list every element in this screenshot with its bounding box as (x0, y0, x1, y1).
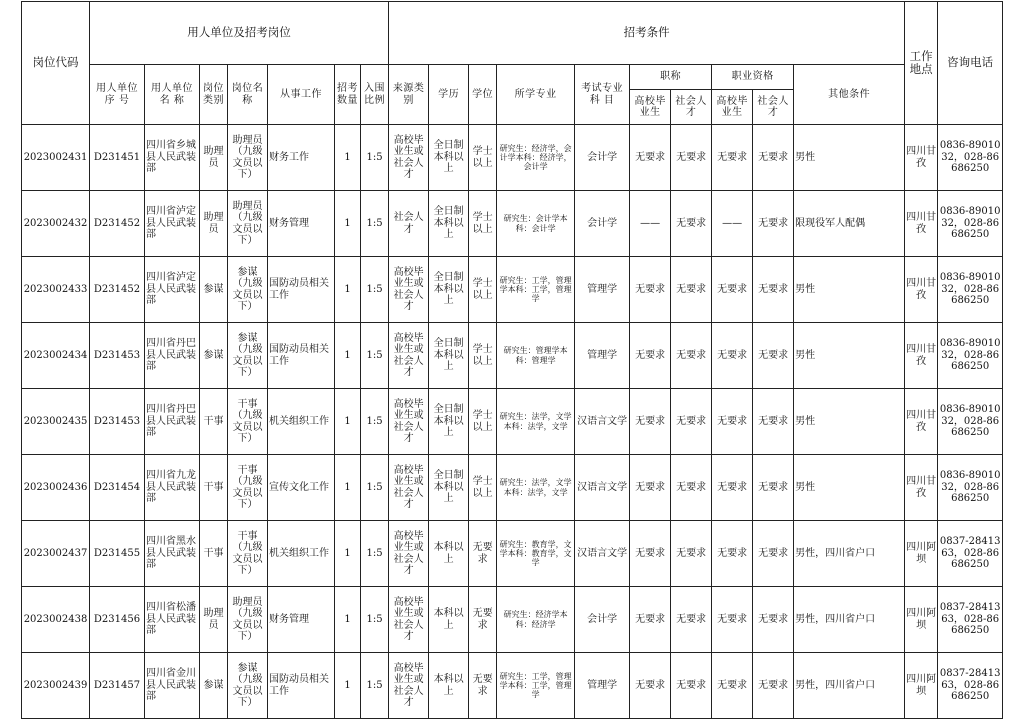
header-source: 来源类别 (389, 65, 429, 125)
unit-seq-cell: D231452 (90, 191, 145, 257)
work-cell: 宣传文化工作 (268, 455, 335, 521)
header-title-social: 社会人才 (671, 90, 712, 125)
header-qual-social: 社会人才 (753, 90, 794, 125)
count-cell: 1 (335, 653, 361, 719)
post-name-cell: 干事（九级文员以下） (228, 521, 268, 587)
post-type-cell: 助理员 (200, 587, 228, 653)
ratio-cell: 1:5 (361, 521, 389, 587)
header-other: 其他条件 (794, 65, 905, 125)
post-type-cell: 参谋 (200, 257, 228, 323)
source-cell: 高校毕业生或社会人才 (389, 389, 429, 455)
major-cell: 研究生：工学，管理学本科：工学，管理学 (497, 653, 575, 719)
work-place-cell: 四川阿坝 (905, 587, 938, 653)
work-cell: 国防动员相关工作 (268, 257, 335, 323)
source-cell: 社会人才 (389, 191, 429, 257)
source-cell: 高校毕业生或社会人才 (389, 587, 429, 653)
unit-seq-cell: D231455 (90, 521, 145, 587)
qual-grad-cell: 无要求 (712, 257, 753, 323)
count-cell: 1 (335, 257, 361, 323)
qual-social-cell: 无要求 (753, 521, 794, 587)
work-cell: 国防动员相关工作 (268, 653, 335, 719)
work-cell: 机关组织工作 (268, 521, 335, 587)
edu-cell: 全日制本科以上 (429, 455, 469, 521)
exam-cell: 管理学 (575, 323, 630, 389)
edu-cell: 本科以上 (429, 587, 469, 653)
post-name-cell: 干事（九级文员以下） (228, 455, 268, 521)
header-exam: 考试专业科 目 (575, 65, 630, 125)
table-row (22, 323, 1003, 389)
other-cell: 男性，四川省户口 (794, 653, 905, 719)
source-cell: 高校毕业生或社会人才 (389, 125, 429, 191)
unit-seq-cell: D231457 (90, 653, 145, 719)
work-cell: 国防动员相关工作 (268, 323, 335, 389)
title-social-cell: 无要求 (671, 191, 712, 257)
post-type-cell: 参谋 (200, 653, 228, 719)
header-qual-grad: 高校毕业生 (712, 90, 753, 125)
title-grad-cell: 无要求 (630, 653, 671, 719)
other-cell: 男性 (794, 389, 905, 455)
post-type-cell: 参谋 (200, 323, 228, 389)
major-cell: 研究生：经济学本科：经济学 (497, 587, 575, 653)
qual-social-cell: 无要求 (753, 323, 794, 389)
edu-cell: 本科以上 (429, 521, 469, 587)
post-name-cell: 助理员（九级文员以下） (228, 587, 268, 653)
work-place-cell: 四川阿坝 (905, 521, 938, 587)
title-grad-cell: 无要求 (630, 455, 671, 521)
header-count: 招考数量 (335, 65, 361, 125)
table-row (22, 455, 1003, 521)
major-cell: 研究生：经济学，会计学本科：经济学，会计学 (497, 125, 575, 191)
header-degree: 学位 (469, 65, 497, 125)
phone-cell: 0836-8901032，028-86686250 (938, 191, 1003, 257)
table-row (22, 125, 1003, 191)
exam-cell: 汉语言文学 (575, 455, 630, 521)
qual-grad-cell: 无要求 (712, 455, 753, 521)
post-type-cell: 干事 (200, 521, 228, 587)
work-cell: 财务管理 (268, 587, 335, 653)
degree-cell: 学士以上 (469, 257, 497, 323)
title-social-cell: 无要求 (671, 653, 712, 719)
qual-social-cell: 无要求 (753, 257, 794, 323)
other-cell: 男性 (794, 125, 905, 191)
post-type-cell: 干事 (200, 389, 228, 455)
recruitment-table (21, 1, 1003, 719)
header-ratio: 入围比例 (361, 65, 389, 125)
post-code-cell: 2023002436 (22, 455, 90, 521)
exam-cell: 会计学 (575, 125, 630, 191)
header-qual: 职业资格 (712, 65, 794, 90)
exam-cell: 汉语言文学 (575, 389, 630, 455)
qual-social-cell: 无要求 (753, 389, 794, 455)
phone-cell: 0836-8901032，028-86686250 (938, 323, 1003, 389)
degree-cell: 学士以上 (469, 323, 497, 389)
source-cell: 高校毕业生或社会人才 (389, 653, 429, 719)
qual-grad-cell: 无要求 (712, 587, 753, 653)
work-place-cell: 四川甘孜 (905, 455, 938, 521)
degree-cell: 学士以上 (469, 125, 497, 191)
post-code-cell: 2023002434 (22, 323, 90, 389)
title-social-cell: 无要求 (671, 521, 712, 587)
edu-cell: 全日制本科以上 (429, 323, 469, 389)
post-name-cell: 助理员（九级文员以下） (228, 191, 268, 257)
major-cell: 研究生：工学，管理学本科：工学，管理学 (497, 257, 575, 323)
title-grad-cell: 无要求 (630, 587, 671, 653)
source-cell: 高校毕业生或社会人才 (389, 455, 429, 521)
other-cell: 男性，四川省户口 (794, 587, 905, 653)
source-cell: 高校毕业生或社会人才 (389, 521, 429, 587)
degree-cell: 学士以上 (469, 191, 497, 257)
ratio-cell: 1:5 (361, 257, 389, 323)
ratio-cell: 1:5 (361, 653, 389, 719)
count-cell: 1 (335, 587, 361, 653)
qual-social-cell: 无要求 (753, 455, 794, 521)
other-cell: 男性 (794, 257, 905, 323)
ratio-cell: 1:5 (361, 587, 389, 653)
unit-name-cell: 四川省丹巴县人民武装部 (145, 323, 200, 389)
degree-cell: 无要求 (469, 587, 497, 653)
unit-name-cell: 四川省丹巴县人民武装部 (145, 389, 200, 455)
source-cell: 高校毕业生或社会人才 (389, 323, 429, 389)
table-row (22, 653, 1003, 719)
other-cell: 男性 (794, 455, 905, 521)
ratio-cell: 1:5 (361, 323, 389, 389)
exam-cell: 汉语言文学 (575, 521, 630, 587)
table-row (22, 521, 1003, 587)
title-grad-cell: —— (630, 191, 671, 257)
count-cell: 1 (335, 191, 361, 257)
qual-grad-cell: 无要求 (712, 521, 753, 587)
header-work: 从事工作 (268, 65, 335, 125)
edu-cell: 全日制本科以上 (429, 125, 469, 191)
table-row (22, 257, 1003, 323)
edu-cell: 全日制本科以上 (429, 257, 469, 323)
count-cell: 1 (335, 521, 361, 587)
major-cell: 研究生：管理学本科：管理学 (497, 323, 575, 389)
post-type-cell: 助理员 (200, 125, 228, 191)
qual-social-cell: 无要求 (753, 125, 794, 191)
post-name-cell: 参谋（九级文员以下） (228, 257, 268, 323)
work-cell: 财务管理 (268, 191, 335, 257)
post-name-cell: 助理员（九级文员以下） (228, 125, 268, 191)
count-cell: 1 (335, 389, 361, 455)
phone-cell: 0836-8901032，028-86686250 (938, 125, 1003, 191)
exam-cell: 管理学 (575, 257, 630, 323)
qual-grad-cell: 无要求 (712, 323, 753, 389)
unit-name-cell: 四川省泸定县人民武装部 (145, 191, 200, 257)
unit-name-cell: 四川省松潘县人民武装部 (145, 587, 200, 653)
title-social-cell: 无要求 (671, 389, 712, 455)
phone-cell: 0837-2841363，028-86686250 (938, 653, 1003, 719)
unit-name-cell: 四川省泸定县人民武装部 (145, 257, 200, 323)
exam-cell: 会计学 (575, 191, 630, 257)
work-place-cell: 四川甘孜 (905, 323, 938, 389)
table-row (22, 587, 1003, 653)
exam-cell: 管理学 (575, 653, 630, 719)
post-type-cell: 助理员 (200, 191, 228, 257)
header-unit-group: 用人单位及招考岗位 (90, 2, 389, 65)
title-grad-cell: 无要求 (630, 125, 671, 191)
phone-cell: 0837-2841363，028-86686250 (938, 521, 1003, 587)
phone-cell: 0836-8901032，028-86686250 (938, 389, 1003, 455)
header-unit-seq: 用人单位序 号 (90, 65, 145, 125)
post-code-cell: 2023002433 (22, 257, 90, 323)
work-place-cell: 四川甘孜 (905, 191, 938, 257)
post-name-cell: 参谋（九级文员以下） (228, 653, 268, 719)
title-social-cell: 无要求 (671, 257, 712, 323)
work-place-cell: 四川阿坝 (905, 653, 938, 719)
edu-cell: 全日制本科以上 (429, 191, 469, 257)
header-post-code: 岗位代码 (22, 2, 90, 125)
qual-social-cell: 无要求 (753, 587, 794, 653)
major-cell: 研究生：会计学本科：会计学 (497, 191, 575, 257)
edu-cell: 全日制本科以上 (429, 389, 469, 455)
unit-seq-cell: D231453 (90, 323, 145, 389)
table-row (22, 389, 1003, 455)
post-code-cell: 2023002432 (22, 191, 90, 257)
unit-name-cell: 四川省九龙县人民武装部 (145, 455, 200, 521)
work-cell: 财务工作 (268, 125, 335, 191)
degree-cell: 无要求 (469, 653, 497, 719)
phone-cell: 0837-2841363，028-86686250 (938, 587, 1003, 653)
work-place-cell: 四川甘孜 (905, 257, 938, 323)
title-grad-cell: 无要求 (630, 389, 671, 455)
count-cell: 1 (335, 125, 361, 191)
major-cell: 研究生：法学，文学本科：法学，文学 (497, 455, 575, 521)
title-social-cell: 无要求 (671, 587, 712, 653)
header-title-grad: 高校毕业生 (630, 90, 671, 125)
qual-grad-cell: 无要求 (712, 389, 753, 455)
post-name-cell: 干事（九级文员以下） (228, 389, 268, 455)
header-post-type: 岗位类别 (200, 65, 228, 125)
title-grad-cell: 无要求 (630, 257, 671, 323)
work-place-cell: 四川甘孜 (905, 125, 938, 191)
unit-name-cell: 四川省金川县人民武装部 (145, 653, 200, 719)
ratio-cell: 1:5 (361, 389, 389, 455)
post-code-cell: 2023002437 (22, 521, 90, 587)
qual-social-cell: 无要求 (753, 653, 794, 719)
degree-cell: 学士以上 (469, 455, 497, 521)
qual-social-cell: 无要求 (753, 191, 794, 257)
post-name-cell: 参谋（九级文员以下） (228, 323, 268, 389)
count-cell: 1 (335, 455, 361, 521)
post-type-cell: 干事 (200, 455, 228, 521)
phone-cell: 0836-8901032，028-86686250 (938, 455, 1003, 521)
post-code-cell: 2023002438 (22, 587, 90, 653)
qual-grad-cell: 无要求 (712, 653, 753, 719)
table-row (22, 191, 1003, 257)
edu-cell: 本科以上 (429, 653, 469, 719)
work-place-cell: 四川甘孜 (905, 389, 938, 455)
degree-cell: 无要求 (469, 521, 497, 587)
degree-cell: 学士以上 (469, 389, 497, 455)
post-code-cell: 2023002431 (22, 125, 90, 191)
header-work-place: 工作地点 (905, 2, 938, 125)
header-edu: 学历 (429, 65, 469, 125)
header-title: 职称 (630, 65, 712, 90)
qual-grad-cell: 无要求 (712, 125, 753, 191)
title-grad-cell: 无要求 (630, 323, 671, 389)
post-code-cell: 2023002439 (22, 653, 90, 719)
ratio-cell: 1:5 (361, 125, 389, 191)
qual-grad-cell: —— (712, 191, 753, 257)
ratio-cell: 1:5 (361, 455, 389, 521)
title-social-cell: 无要求 (671, 323, 712, 389)
title-social-cell: 无要求 (671, 125, 712, 191)
ratio-cell: 1:5 (361, 191, 389, 257)
phone-cell: 0836-8901032，028-86686250 (938, 257, 1003, 323)
unit-seq-cell: D231451 (90, 125, 145, 191)
other-cell: 限现役军人配偶 (794, 191, 905, 257)
title-social-cell: 无要求 (671, 455, 712, 521)
unit-name-cell: 四川省黑水县人民武装部 (145, 521, 200, 587)
unit-seq-cell: D231453 (90, 389, 145, 455)
other-cell: 男性 (794, 323, 905, 389)
work-cell: 机关组织工作 (268, 389, 335, 455)
header-post-name: 岗位名称 (228, 65, 268, 125)
major-cell: 研究生：教育学，文学本科：教育学，文学 (497, 521, 575, 587)
unit-name-cell: 四川省乡城县人民武装部 (145, 125, 200, 191)
unit-seq-cell: D231454 (90, 455, 145, 521)
unit-seq-cell: D231456 (90, 587, 145, 653)
header-cond-group: 招考条件 (389, 2, 905, 65)
source-cell: 高校毕业生或社会人才 (389, 257, 429, 323)
count-cell: 1 (335, 323, 361, 389)
unit-seq-cell: D231452 (90, 257, 145, 323)
header-unit-name: 用人单位名 称 (145, 65, 200, 125)
header-phone: 咨询电话 (938, 2, 1003, 125)
other-cell: 男性，四川省户口 (794, 521, 905, 587)
exam-cell: 会计学 (575, 587, 630, 653)
header-major: 所学专业 (497, 65, 575, 125)
major-cell: 研究生：法学，文学本科：法学，文学 (497, 389, 575, 455)
title-grad-cell: 无要求 (630, 521, 671, 587)
post-code-cell: 2023002435 (22, 389, 90, 455)
